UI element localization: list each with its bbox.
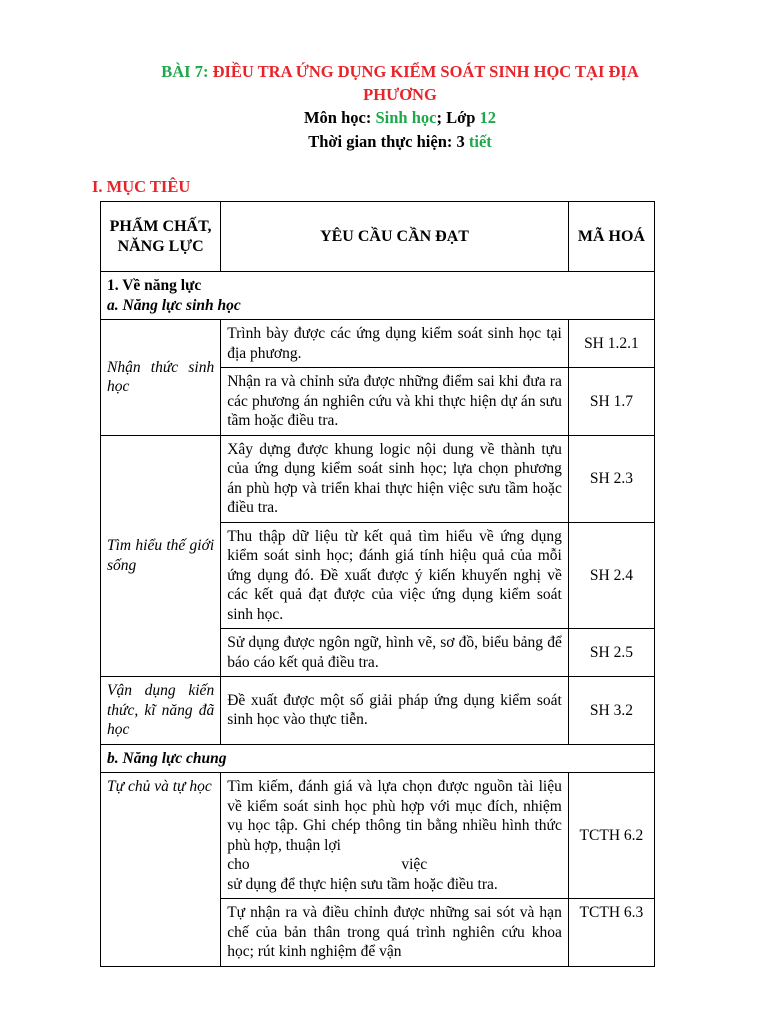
group-subtitle: b. Năng lực chung	[101, 744, 655, 773]
table-row	[101, 677, 655, 745]
category-cell: Tự chủ và tự học	[101, 773, 221, 967]
group-row	[101, 744, 655, 773]
category-cell: Vận dụng kiến thức, kĩ năng đã học	[101, 677, 221, 745]
table-header-row	[101, 202, 655, 272]
requirement-cell: Đề xuất được một số giải pháp ứng dụng kiểm soát sinh học vào thực tiễn.	[221, 677, 569, 745]
code-cell: TCTH 6.2	[568, 773, 654, 899]
time-line	[100, 130, 700, 153]
requirement-cell: Sử dụng được ngôn ngữ, hình vẽ, sơ đồ, biểu bảng để báo cáo kết quả điều tra.	[221, 629, 569, 677]
time-label: Thời gian thực hiện: 3	[308, 132, 465, 151]
lesson-title-line2: PHƯƠNG	[363, 85, 437, 104]
section-title: I. MỤC TIÊU	[92, 177, 191, 196]
lesson-number: BÀI 7:	[161, 62, 209, 81]
header-requirement: YÊU CẦU CẦN ĐẠT	[221, 202, 569, 272]
category-cell: Nhận thức sinh học	[101, 320, 221, 436]
table-row	[101, 773, 655, 899]
grade-value: 12	[479, 108, 497, 127]
table-row	[101, 435, 655, 522]
code-cell: SH 3.2	[568, 677, 654, 745]
requirement-cell: Tự nhận ra và điều chỉnh được những sai sót và hạn chế của bản thân trong quá trình nghiên cứu khoa học; rút kinh nghiệm để vận	[221, 899, 569, 967]
requirement-cell: Nhận ra và chỉnh sửa được những điểm sai khi đưa ra các phương án nghiên cứu và khi thực hiện dự án sưu tầm hoặc điều tra.	[221, 368, 569, 436]
code-cell: SH 1.7	[568, 368, 654, 436]
requirement-cell: Xây dựng được khung logic nội dung về thành tựu của ứng dụng kiểm soát sinh học; lựa chọn phương án phù hợp và triển khai thực hiện việc sưu tầm hoặc điều tra.	[221, 435, 569, 522]
code-cell: TCTH 6.3	[568, 899, 654, 967]
subject-line	[100, 106, 700, 129]
header-code: MÃ HOÁ	[568, 202, 654, 272]
subject-label: Môn học:	[303, 108, 372, 127]
grade-label: ; Lớp	[436, 108, 476, 127]
group-subtitle: a. Năng lực sinh học	[107, 296, 241, 314]
code-cell: SH 2.3	[568, 435, 654, 522]
lesson-title-main: ĐIỀU TRA ỨNG DỤNG KIỂM SOÁT SINH HỌC TẠI ĐỊA	[212, 62, 639, 81]
requirement-word-viec: việc	[401, 856, 428, 873]
code-cell: SH 2.5	[568, 629, 654, 677]
requirement-text-a: Tìm kiếm, đánh giá và lựa chọn được nguồn tài liệu về kiểm soát sinh học phù hợp với mục đích, nhiệm vụ học tập. Ghi chép thông tin bằng nhiều hình thức phù hợp, thuận lợi	[227, 778, 562, 854]
group-title: 1. Về năng lực	[107, 277, 202, 294]
table-row	[101, 320, 655, 368]
category-cell: Tìm hiểu thế giới sống	[101, 435, 221, 677]
code-cell: SH 2.4	[568, 522, 654, 629]
group-cell	[101, 272, 655, 320]
objectives-table	[100, 201, 655, 967]
requirement-text-b	[227, 855, 427, 875]
code-cell: SH 1.2.1	[568, 320, 654, 368]
lesson-title	[100, 60, 700, 106]
requirement-cell	[221, 773, 569, 899]
requirement-cell: Trình bày được các ứng dụng kiểm soát sinh học tại địa phương.	[221, 320, 569, 368]
group-row	[101, 272, 655, 320]
requirement-word-cho: cho	[227, 856, 250, 873]
header-competency: PHẨM CHẤT, NĂNG LỰC	[101, 202, 221, 272]
requirement-cell: Thu thập dữ liệu từ kết quả tìm hiểu về ứng dụng kiểm soát sinh học; đánh giá tính hiệu quả của mỗi ứng dụng đó. Đề xuất được ý kiến khuyến nghị về các kết quả đạt được của việc ứng dụng kiểm soát sinh học.	[221, 522, 569, 629]
subject-value: Sinh học	[375, 108, 437, 127]
time-unit: tiết	[468, 132, 492, 151]
requirement-text-c: sử dụng để thực hiện sưu tầm hoặc điều tra.	[227, 875, 498, 893]
